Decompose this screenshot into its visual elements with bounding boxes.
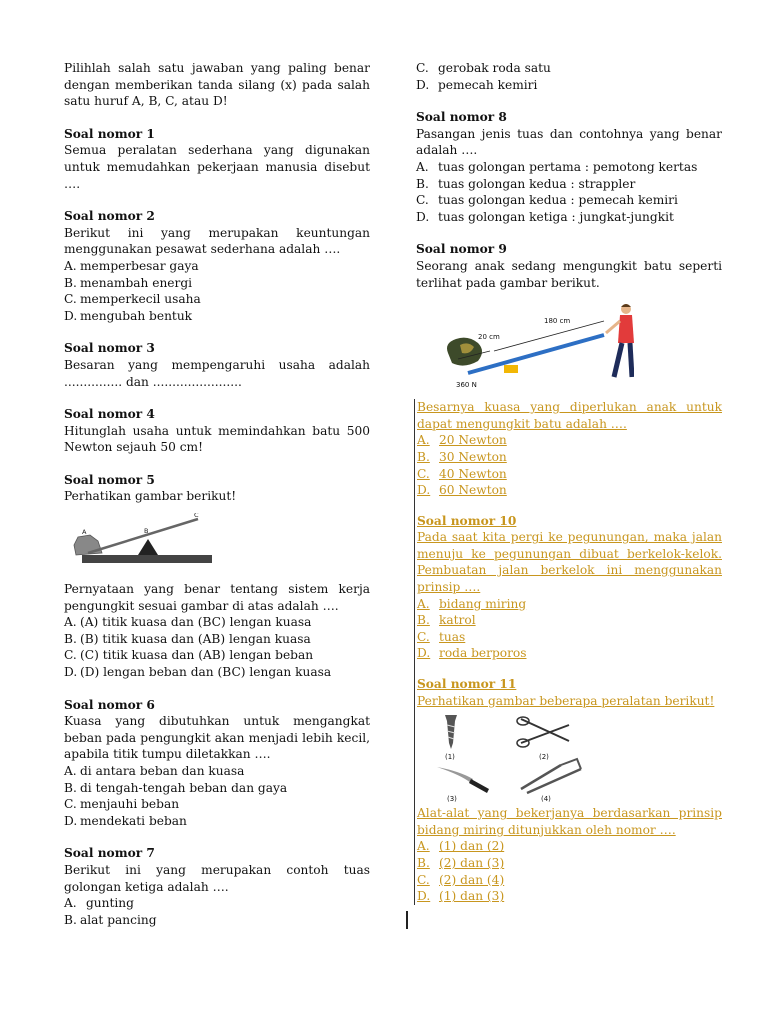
instructions: Pilihlah salah satu jawaban yang paling benar dengan memberikan tanda silang (x) pada salah satu huruf A, B, C, atau D! [64, 61, 370, 109]
option-a[interactable] [64, 614, 370, 631]
option-c[interactable] [417, 872, 722, 889]
option-text: memperbesar gaya [80, 258, 199, 273]
pliers-jaw [561, 759, 581, 769]
option-a[interactable] [64, 258, 370, 275]
option-d[interactable] [417, 645, 722, 662]
question-title: Soal nomor 11 [417, 677, 517, 692]
option-text: di tengah-tengah beban dan gaya [80, 780, 288, 795]
pliers-icon [521, 765, 581, 793]
option-a[interactable] [417, 838, 722, 855]
question-text: Perhatikan gambar berikut! [64, 489, 237, 504]
question-text-2: Besarnya kuasa yang diperlukan anak untuk dapat mengungkit batu adalah …. [417, 400, 722, 431]
option-b[interactable] [64, 275, 370, 292]
knife-icon [437, 767, 473, 783]
option-c[interactable] [417, 466, 722, 483]
question-text: Berikut ini yang merupakan contoh tuas golongan ketiga adalah …. [64, 862, 370, 894]
option-text: menjauhi beban [80, 797, 180, 812]
option-letter: D. [416, 209, 430, 224]
option-c[interactable] [64, 647, 370, 664]
option-letter: A. [64, 615, 77, 630]
question-title: Soal nomor 3 [64, 341, 155, 356]
child-leg-2 [630, 343, 632, 377]
option-text: mengubah bentuk [80, 308, 193, 323]
option-b[interactable] [64, 780, 370, 797]
option-letter: A. [417, 596, 430, 611]
option-text: (B) titik kuasa dan (AB) lengan kuasa [80, 631, 311, 646]
option-letter: D. [64, 813, 78, 828]
option-b[interactable] [64, 912, 370, 929]
option-text: gunting [86, 896, 134, 911]
option-text: di antara beban dan kuasa [80, 764, 245, 778]
highlighted-section [414, 399, 722, 905]
option-letter: C. [64, 797, 77, 812]
option-letter: B. [417, 856, 430, 870]
option-b[interactable] [417, 855, 722, 872]
option-letter: C. [64, 648, 77, 663]
question-text: Seorang anak sedang mengungkit batu seperti terlihat pada gambar berikut. [416, 258, 722, 290]
option-letter: B. [64, 275, 77, 290]
option-text: tuas [439, 629, 466, 644]
option-letter: D. [64, 665, 78, 680]
question-text: Kuasa yang dibutuhkan untuk mengangkat beban pada pengungkit akan menjadi lebih kecil, apabila titik tumpu diletakkan …. [64, 714, 370, 762]
knife-handle [469, 779, 489, 793]
option-text: tuas golongan ketiga : jungkat-jungkit [438, 209, 674, 224]
question-title: Soal nomor 10 [417, 513, 517, 528]
option-a[interactable] [64, 895, 370, 912]
question-text: Berikut ini yang merupakan keuntungan menggunakan pesawat sederhana adalah …. [64, 225, 370, 257]
option-text: menambah energi [80, 275, 193, 290]
option-c[interactable] [417, 629, 722, 646]
question-7-continued [416, 60, 722, 93]
option-d[interactable] [417, 482, 722, 499]
label-1: (1) [445, 753, 455, 762]
option-letter: D. [416, 77, 430, 92]
question-text: Perhatikan gambar beberapa peralatan berikut! [417, 693, 715, 708]
question-text: Hitunglah usaha untuk memindahkan batu 500 Newton sejauh 50 cm! [64, 423, 370, 455]
option-text: gerobak roda satu [438, 61, 551, 75]
option-text: 60 Newton [439, 483, 507, 498]
option-letter: B. [416, 176, 429, 191]
question-text-2: Pernyataan yang benar tentang sistem kerja pengungkit sesuai gambar di atas adalah …. [64, 582, 370, 613]
option-letter: A. [64, 764, 77, 778]
lever-figure [68, 513, 218, 575]
question-6 [64, 697, 370, 830]
question-text: Pada saat kita pergi ke pegunungan, maka jalan menuju ke pegunungan dibuat berkelok-kelok. Pembuatan jalan berkelok ini menggunakan prinsip …. [417, 530, 722, 595]
question-text: Pasangan jenis tuas dan contohnya yang benar adalah …. [416, 126, 722, 158]
text-cursor [406, 911, 408, 929]
option-letter: C. [64, 292, 77, 307]
option-text: alat pancing [80, 912, 157, 927]
option-d[interactable] [64, 308, 370, 325]
option-text: tuas golongan kedua : pemecah kemiri [438, 193, 678, 208]
option-text: (C) titik kuasa dan (AB) lengan beban [80, 648, 314, 663]
option-text: mendekati beban [80, 813, 187, 828]
option-text: 20 Newton [439, 433, 507, 448]
option-letter: A. [64, 258, 77, 273]
fulcrum-triangle [138, 539, 158, 555]
option-a[interactable] [417, 432, 722, 449]
question-8 [416, 109, 722, 225]
question-10 [417, 513, 722, 662]
question-title: Soal nomor 2 [64, 209, 155, 224]
option-text: 30 Newton [439, 449, 507, 464]
option-text: bidang miring [439, 596, 527, 611]
option-text: roda berporos [439, 646, 527, 661]
tools-figure [431, 713, 601, 803]
option-b[interactable] [417, 449, 722, 466]
question-7 [64, 845, 370, 928]
option-letter: A. [64, 896, 77, 911]
label-b: B [144, 527, 149, 536]
option-letter: B. [64, 631, 77, 646]
label-3: (3) [447, 795, 457, 804]
option-d[interactable] [416, 209, 722, 226]
question-2 [64, 208, 370, 324]
option-letter: C. [416, 193, 429, 208]
question-4 [64, 406, 370, 456]
option-a[interactable] [416, 159, 722, 176]
label-20cm: 20 cm [478, 333, 500, 342]
option-text: tuas golongan kedua : strappler [438, 176, 636, 191]
question-title: Soal nomor 4 [64, 407, 155, 422]
option-d[interactable] [416, 77, 722, 94]
question-title: Soal nomor 9 [416, 242, 507, 257]
option-b[interactable] [416, 176, 722, 193]
option-a[interactable] [64, 763, 370, 780]
option-c[interactable] [64, 291, 370, 308]
option-letter: B. [417, 449, 430, 464]
option-text: pemecah kemiri [438, 77, 538, 92]
question-1 [64, 126, 370, 192]
option-letter: C. [416, 61, 429, 75]
question-5 [64, 472, 370, 681]
option-letter: D. [417, 483, 431, 498]
label-a: A [82, 528, 87, 537]
question-3 [64, 340, 370, 390]
label-4: (4) [541, 795, 551, 804]
option-d[interactable] [64, 813, 370, 830]
option-letter: C. [417, 629, 430, 644]
option-letter: C. [417, 466, 430, 481]
question-9 [416, 241, 722, 395]
option-c[interactable] [64, 796, 370, 813]
label-2: (2) [539, 753, 549, 762]
option-letter: B. [64, 780, 77, 795]
child-hair [621, 304, 631, 307]
label-360n: 360 N [456, 381, 477, 390]
option-text: tuas golongan pertama : pemotong kertas [438, 159, 698, 174]
left-column [64, 60, 370, 928]
option-text: (D) lengan beban dan (BC) lengan kuasa [80, 665, 332, 680]
option-letter: D. [64, 308, 78, 323]
option-text: memperkecil usaha [80, 292, 201, 307]
option-text: (2) dan (4) [439, 872, 505, 887]
ground-bar [82, 555, 212, 563]
question-title: Soal nomor 5 [64, 472, 155, 487]
option-letter: B. [64, 912, 77, 927]
option-d[interactable] [417, 888, 722, 905]
child-leg-1 [614, 343, 622, 377]
option-b[interactable] [417, 612, 722, 629]
question-title: Soal nomor 7 [64, 846, 155, 861]
option-letter: A. [417, 433, 430, 448]
option-text: (1) dan (2) [439, 839, 505, 854]
label-c: C [194, 513, 199, 520]
question-text: Besaran yang mempengaruhi usaha adalah ............... dan ....................... [64, 357, 370, 389]
option-d[interactable] [64, 664, 370, 681]
option-letter: B. [417, 613, 430, 628]
question-title: Soal nomor 8 [416, 110, 507, 125]
question-text: Semua peralatan sederhana yang digunakan untuk memudahkan pekerjaan manusia disebut …. [64, 143, 370, 191]
question-title: Soal nomor 6 [64, 697, 155, 712]
option-letter: D. [417, 646, 431, 661]
option-c[interactable] [416, 192, 722, 209]
option-text: (A) titik kuasa dan (BC) lengan kuasa [80, 615, 312, 630]
right-column [416, 60, 722, 929]
option-b[interactable] [64, 631, 370, 648]
child-lever-figure [434, 301, 634, 395]
option-letter: C. [417, 872, 430, 887]
option-a[interactable] [417, 596, 722, 613]
child-body [618, 315, 634, 343]
option-letter: A. [416, 159, 429, 174]
distance-arrow-180 [494, 321, 604, 351]
option-c[interactable] [416, 60, 722, 77]
fulcrum-block [504, 365, 518, 373]
option-text: (2) dan (3) [439, 856, 505, 870]
option-text: (1) dan (3) [439, 889, 505, 904]
question-title: Soal nomor 1 [64, 126, 155, 141]
child-arm [606, 321, 620, 333]
option-letter: A. [417, 839, 430, 854]
label-180cm: 180 cm [544, 317, 571, 326]
question-11 [417, 676, 722, 905]
option-text: 40 Newton [439, 466, 507, 481]
question-text-2: Alat-alat yang bekerjanya berdasarkan prinsip bidang miring ditunjukkan oleh nomor …. [417, 806, 722, 837]
option-letter: D. [417, 889, 431, 904]
option-text: katrol [439, 613, 476, 628]
